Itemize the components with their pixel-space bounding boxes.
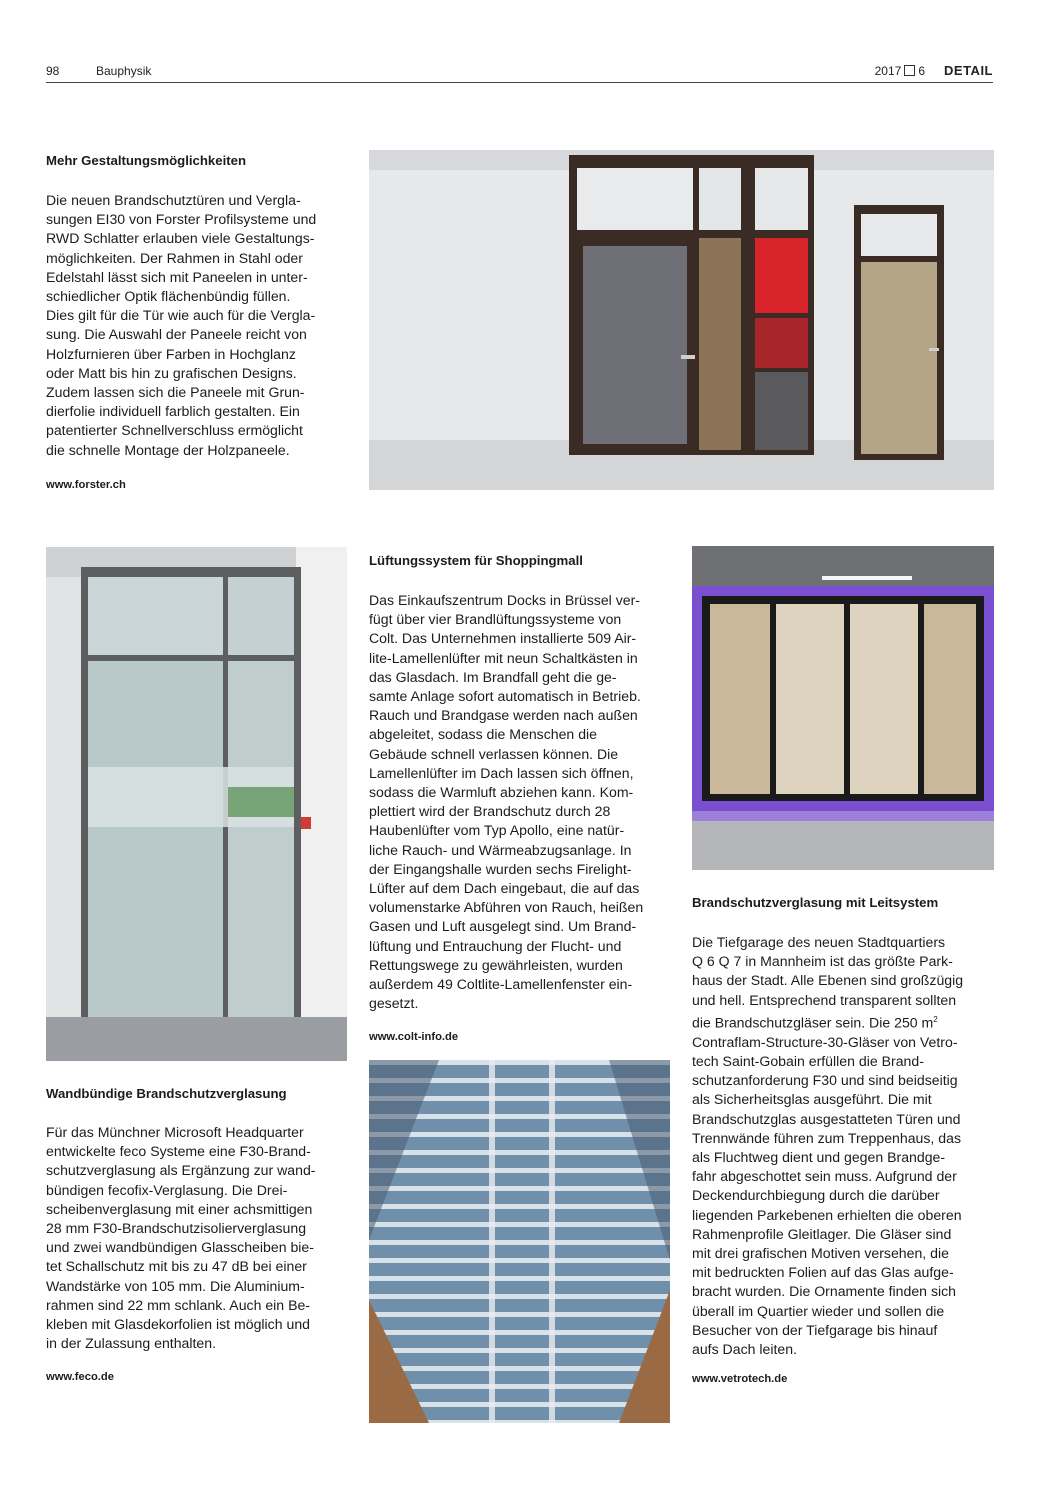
- photo-fire-doors: [369, 150, 994, 490]
- superscript-squared: 2: [933, 1014, 938, 1024]
- photo-garage-doors: [692, 546, 994, 870]
- photo-glass-roof: [369, 1060, 670, 1423]
- article-link-forster[interactable]: www.forster.ch: [46, 479, 126, 491]
- page-number: 98: [46, 64, 60, 78]
- square-separator-icon: [904, 65, 915, 76]
- article-heading-forster: Mehr Gestaltungsmöglichkeiten: [46, 153, 247, 168]
- body-part-2: Contraflam-Structure-30-Gläser von Vetro- tech Saint-Gobain erfüllen die Brand- schutzanforderung F30 und sind beidseitig als Sicherheitsglas ausgeführt. Die mit Brandschutzglas ausgestatteten Türen und Trennwände führen zum Treppenhaus, das als Fluchtweg dient und gegen Brandge- fahr abgeschottet sein muss. Aufgrund der Deckendurchbiegung durch die darüber liegenden Parkebenen erhielten die oberen Rahmenprofile Gleitlager. Die Gläser sind mit drei grafischen Motiven versehen, die mit bedruckten Folien auf das Glas aufge- bracht wurden. Die Ornamente finden sich überall im Quartier wieder und sollen die Besucher von der Tiefgarage bis hinauf aufs Dach leiten.: [692, 1033, 962, 1357]
- issue-number: 6: [918, 64, 925, 78]
- article-heading-vetrotech: Brandschutzverglasung mit Leitsystem: [692, 895, 939, 910]
- header-rule: [46, 82, 993, 83]
- issue-label: [875, 64, 925, 78]
- article-link-vetrotech[interactable]: www.vetrotech.de: [692, 1373, 788, 1385]
- section-title: Bauphysik: [96, 64, 152, 78]
- article-link-colt[interactable]: www.colt-info.de: [369, 1031, 459, 1043]
- article-body-colt: Das Einkaufszentrum Docks in Brüssel ver- fügt über vier Brandlüftungssysteme von Colt. Das Unternehmen installierte 509 Air- lite-Lamellenlüfter mit neun Schaltkästen in das Glasdach. Im Brandfall geht die ge- samte Anlage sofort automatisch in Betrieb. Rauch und Brandgase werden nach außen abgeleitet, sodass die Menschen die Gebäude schnell verlassen können. Die Lamellenlüfter im Dach lassen sich öffnen, sodass die Warmluft abziehen kann. Kom- plettiert wird der Brandschutz durch 28 Haubenlüfter vom Typ Apollo, eine natür- liche Rauch- und Wärmeabzugsanlage. In der Eingangshalle wurden sechs Firelight- Lüfter auf dem Dach eingebaut, die auf das volumenstarke Abführen von Rauch, heißen Gasen und Luft ausgelegt sind. Um Brand- lüftung und Entrauchung der Flucht- und Rettungswege zu gewährleisten, wurden außerdem 49 Coltlite-Lamellenfenster ein- gesetzt.: [369, 592, 644, 1012]
- photo-glass-partition: [46, 547, 347, 1061]
- brand-logo: DETAIL: [944, 63, 993, 78]
- body-part-1: Die Tiefgarage des neuen Stadtquartiers Q 6 Q 7 in Mannheim ist das größte Park- haus der Stadt. Alle Ebenen sind großzügig und hell. Entsprechend transparent sollten die Brandschutzgläser sein. Die 250 m: [692, 934, 964, 1031]
- article-body-vetrotech: [692, 933, 997, 1359]
- article-body-feco: Für das Münchner Microsoft Headquarter entwickelte feco Systeme eine F30-Brand- schutzverglasung als Ergänzung zur wand- bündigen fecofix-Verglasung. Die Drei- scheibenverglasung mit einer achsmittigen 28 mm F30-Brandschutzisolierverglasung und zwei wandbündigen Glasscheiben bie- tet Schallschutz mit bis zu 47 dB bei einer Wandstärke von 105 mm. Die Aluminium- rahmen sind 22 mm schlank. Auch ein Be- kleben mit Glasdekorfolien ist möglich und in der Zulassung enthalten.: [46, 1124, 316, 1352]
- article-body-forster: Die neuen Brandschutztüren und Vergla- sungen EI30 von Forster Profilsysteme und RWD Schlatter erlauben viele Gestaltungs- möglichkeiten. Der Rahmen in Stahl oder Edelstahl lässt sich mit Paneelen in unter- schiedlicher Optik flächenbündig füllen. Dies gilt für die Tür wie auch für die Vergla- sung. Die Auswahl der Paneele reicht von Holzfurnieren über Farben in Hochglanz oder Matt bis hin zu grafischen Designs. Zudem lassen sich die Paneele mit Grun- dierfolie individuell farblich gestalten. Ein patentierter Schnellverschluss ermöglicht die schnelle Montage der Holzpaneele.: [46, 192, 317, 458]
- article-heading-colt: Lüftungssystem für Shoppingmall: [369, 553, 583, 568]
- issue-year: 2017: [874, 64, 902, 78]
- article-link-feco[interactable]: www.feco.de: [46, 1371, 114, 1383]
- article-heading-feco: Wandbündige Brandschutzverglasung: [46, 1086, 287, 1101]
- running-header: [46, 64, 993, 82]
